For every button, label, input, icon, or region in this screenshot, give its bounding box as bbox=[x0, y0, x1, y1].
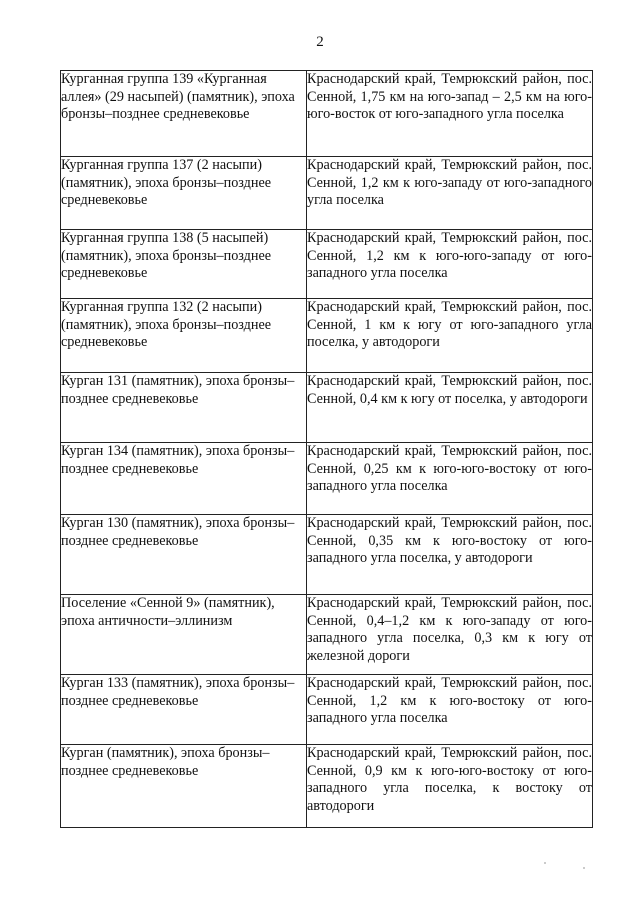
table-row bbox=[61, 373, 593, 443]
monument-location-cell: Краснодарский край, Темрюкский район, пос. Сенной, 0,35 км к юго-востоку от юго-западного угла поселка, у автодороги bbox=[307, 515, 593, 595]
monument-location-cell: Краснодарский край, Темрюкский район, пос. Сенной, 0,4 км к югу от поселка, у автодороги bbox=[307, 373, 593, 443]
table-row bbox=[61, 299, 593, 373]
table-row bbox=[61, 157, 593, 230]
monument-name-cell: Курган 131 (памятник), эпоха бронзы–позднее средневековье bbox=[61, 373, 307, 443]
table-row bbox=[61, 595, 593, 675]
table-row bbox=[61, 443, 593, 515]
monuments-table bbox=[60, 70, 593, 828]
monument-location-cell: Краснодарский край, Темрюкский район, пос. Сенной, 1,75 км на юго-запад – 2,5 км на юго-юго-восток от юго-западного угла поселка bbox=[307, 71, 593, 157]
monument-name-cell: Курганная группа 138 (5 насыпей) (памятник), эпоха бронзы–позднее средневековье bbox=[61, 230, 307, 299]
monument-location-cell: Краснодарский край, Темрюкский район, пос. Сенной, 0,9 км к юго-юго-востоку от юго-западного угла поселка, к востоку от автодороги bbox=[307, 745, 593, 828]
table-row bbox=[61, 675, 593, 745]
table-row bbox=[61, 230, 593, 299]
monument-location-cell: Краснодарский край, Темрюкский район, пос. Сенной, 1,2 км к юго-юго-западу от юго-западного угла поселка bbox=[307, 230, 593, 299]
monument-name-cell: Курган 134 (памятник), эпоха бронзы–позднее средневековье bbox=[61, 443, 307, 515]
table-row bbox=[61, 515, 593, 595]
monument-location-cell: Краснодарский край, Темрюкский район, пос. Сенной, 0,4–1,2 км к юго-западу от юго-западного угла поселка, 0,3 км к югу от железной дороги bbox=[307, 595, 593, 675]
table-row bbox=[61, 745, 593, 828]
scan-artifact bbox=[544, 862, 546, 864]
table-row bbox=[61, 71, 593, 157]
monument-name-cell: Курган 130 (памятник), эпоха бронзы–позднее средневековье bbox=[61, 515, 307, 595]
monument-location-cell: Краснодарский край, Темрюкский район, пос. Сенной, 1 км к югу от юго-западного угла поселка, у автодороги bbox=[307, 299, 593, 373]
monument-location-cell: Краснодарский край, Темрюкский район, пос. Сенной, 1,2 км к юго-западу от юго-западного угла поселка bbox=[307, 157, 593, 230]
scan-artifact bbox=[583, 867, 585, 869]
monument-name-cell: Курган (памятник), эпоха бронзы–позднее средневековье bbox=[61, 745, 307, 828]
monument-location-cell: Краснодарский край, Темрюкский район, пос. Сенной, 1,2 км к юго-востоку от юго-западного угла поселка bbox=[307, 675, 593, 745]
monument-location-cell: Краснодарский край, Темрюкский район, пос. Сенной, 0,25 км к юго-юго-востоку от юго-западного угла поселка bbox=[307, 443, 593, 515]
page-number: 2 bbox=[316, 34, 324, 50]
monument-name-cell: Курганная группа 132 (2 насыпи) (памятник), эпоха бронзы–позднее средневековье bbox=[61, 299, 307, 373]
monument-name-cell: Поселение «Сенной 9» (памятник), эпоха античности–эллинизм bbox=[61, 595, 307, 675]
monument-name-cell: Курганная группа 139 «Курганная аллея» (29 насыпей) (памятник), эпоха бронзы–позднее средневековье bbox=[61, 71, 307, 157]
monument-name-cell: Курганная группа 137 (2 насыпи) (памятник), эпоха бронзы–позднее средневековье bbox=[61, 157, 307, 230]
monument-name-cell: Курган 133 (памятник), эпоха бронзы–позднее средневековье bbox=[61, 675, 307, 745]
